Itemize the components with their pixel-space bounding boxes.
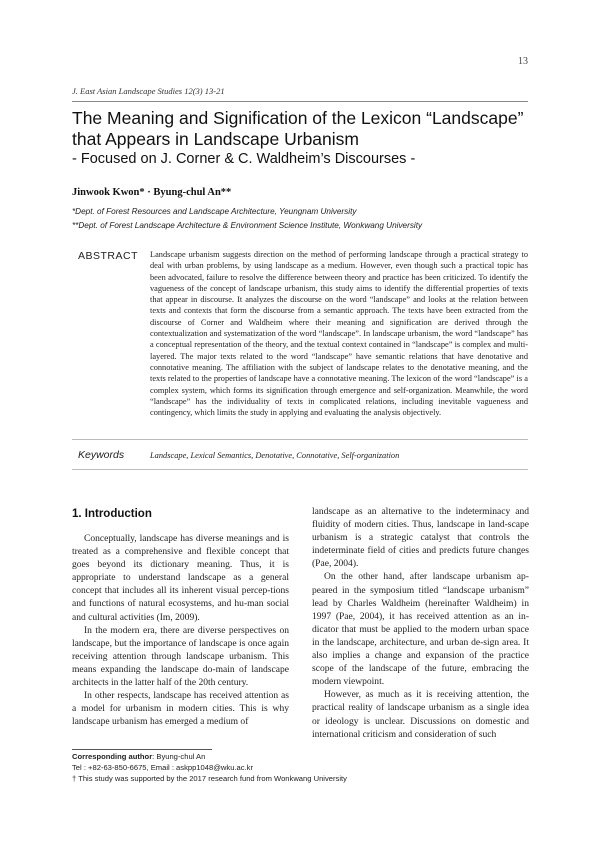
journal-reference: J. East Asian Landscape Studies 12(3) 13-21 xyxy=(72,86,225,96)
paper-subtitle: - Focused on J. Corner & C. Waldheim’s Discourses - xyxy=(72,151,416,167)
section-heading-introduction: 1. Introduction xyxy=(72,508,152,520)
keywords-divider xyxy=(72,469,528,470)
keywords-label: Keywords xyxy=(78,449,125,461)
header-divider xyxy=(72,101,528,102)
paragraph: However, as much as it is receiving attention, the practical reality of landscape urbanism as a single idea or ideology is unclear. Discussions on domestic and international criticism and consideration of such xyxy=(312,689,529,740)
affiliation-1: *Dept. of Forest Resources and Landscape Architecture, Yeungnam University xyxy=(72,207,357,216)
contact-note: Tel : +82-63-850-6675, Email : askpp1048@wku.ac.kr xyxy=(72,763,253,772)
paragraph: On the other hand, after landscape urbanism ap-peared in the symposium titled “landscape urbanism” lead by Charles Waldheim (hereinafter Waldheim) in 1997 (Pae, 2004), it has received attention as an in-dicator that must be applied to the modern urban space in the landscape, architecture, and urban de-sign area. It also implies a change and expansion of the practice scope of the landscape of the future, embracing the modern viewpoint. xyxy=(312,571,529,688)
page-number: 13 xyxy=(518,56,528,67)
funding-note: † This study was supported by the 2017 research fund from Wonkwang University xyxy=(72,774,347,783)
paragraph: In other respects, landscape has received attention as a model for urbanism in modern cities. This is why landscape urbanism has emerged a medium of xyxy=(72,690,289,728)
footnote-divider xyxy=(72,749,212,750)
paragraph: In the modern era, there are diverse perspectives on landscape, but the importance of landscape is once again receiving attention through landscape urbanism. This means expanding the landscape do-main of landscape architects in the latter half of the 20th century. xyxy=(72,624,289,689)
abstract-divider xyxy=(72,439,528,440)
affiliation-2: **Dept. of Forest Landscape Architecture & Environment Science Institute, Wonkwang University xyxy=(72,221,423,230)
paragraph: Conceptually, landscape has diverse meanings and is treated as a comprehensive and flexible concept that goes beyond its dictionary meaning. Thus, it is appropriate to understand landscape as a general concept that includes all its inherent visual percep-tions and functions of natural ecosystems, and hu-man social and cultural activities (Im, 2009). xyxy=(72,533,289,623)
corresponding-author-label: Corresponding author xyxy=(72,752,153,761)
keywords-list: Landscape, Lexical Semantics, Denotative, Connotative, Self-organization xyxy=(150,451,400,460)
author-line: Jinwook Kwon* · Byung-chul An** xyxy=(72,187,232,198)
corresponding-author-name: : Byung-chul An xyxy=(152,752,206,761)
abstract-text: Landscape urbanism suggests direction on the method of performing landscape through a practical strategy to deal with urban problems, by using landscape as a medium. However, even though such a practical topic has been advocated, failure to resolve the difference between theory and practice has been criticized. To identify the vagueness of the concept of landscape urbanism, this study aims to identify the differential properties of texts that appear in discourse. It analyzes the discourse on the word “landscape” and looks at the relation between texts and contexts that form the discourse from a semantic approach. The texts have been extracted from the discourse of Corner and Waldheim where their meaning and signification are derived through the contextualization and systematization of the word “landscape”. In landscape urbanism, the word “landscape” has a conceptual representation of the theory, and the textual context contained in “landscape” is complex and multi-layered. The major texts related to the word “landscape” have semantic relations that have denotative and connotative meaning. The affiliation with the subject of landscape relates to the denotative meaning, and the texts related to the properties of landscape have a connotative meaning. The lexicon of the word “landscape” is a complex system, which forms its signification through emergence and self-organization. Meanwhile, the word “landscape” has the individuality of texts in complicated relations, including inevitable vagueness and contingency, which limits the study in applying and evaluating the analysis objectively. xyxy=(150,250,528,418)
corresponding-author-note xyxy=(72,752,205,761)
abstract-label: ABSTRACT xyxy=(78,250,139,262)
paper-title: The Meaning and Signification of the Lexicon “Landscape” that Appears in Landscape Urbanism xyxy=(72,108,524,149)
paragraph: landscape as an alternative to the indeterminacy and fluidity of modern cities. Thus, landscape in land-scape urbanism is a strategic catalyst that controls the indeterminate field of cities and predicts future changes (Pae, 2004). xyxy=(312,506,529,570)
right-column xyxy=(312,505,529,741)
left-column xyxy=(72,532,289,728)
